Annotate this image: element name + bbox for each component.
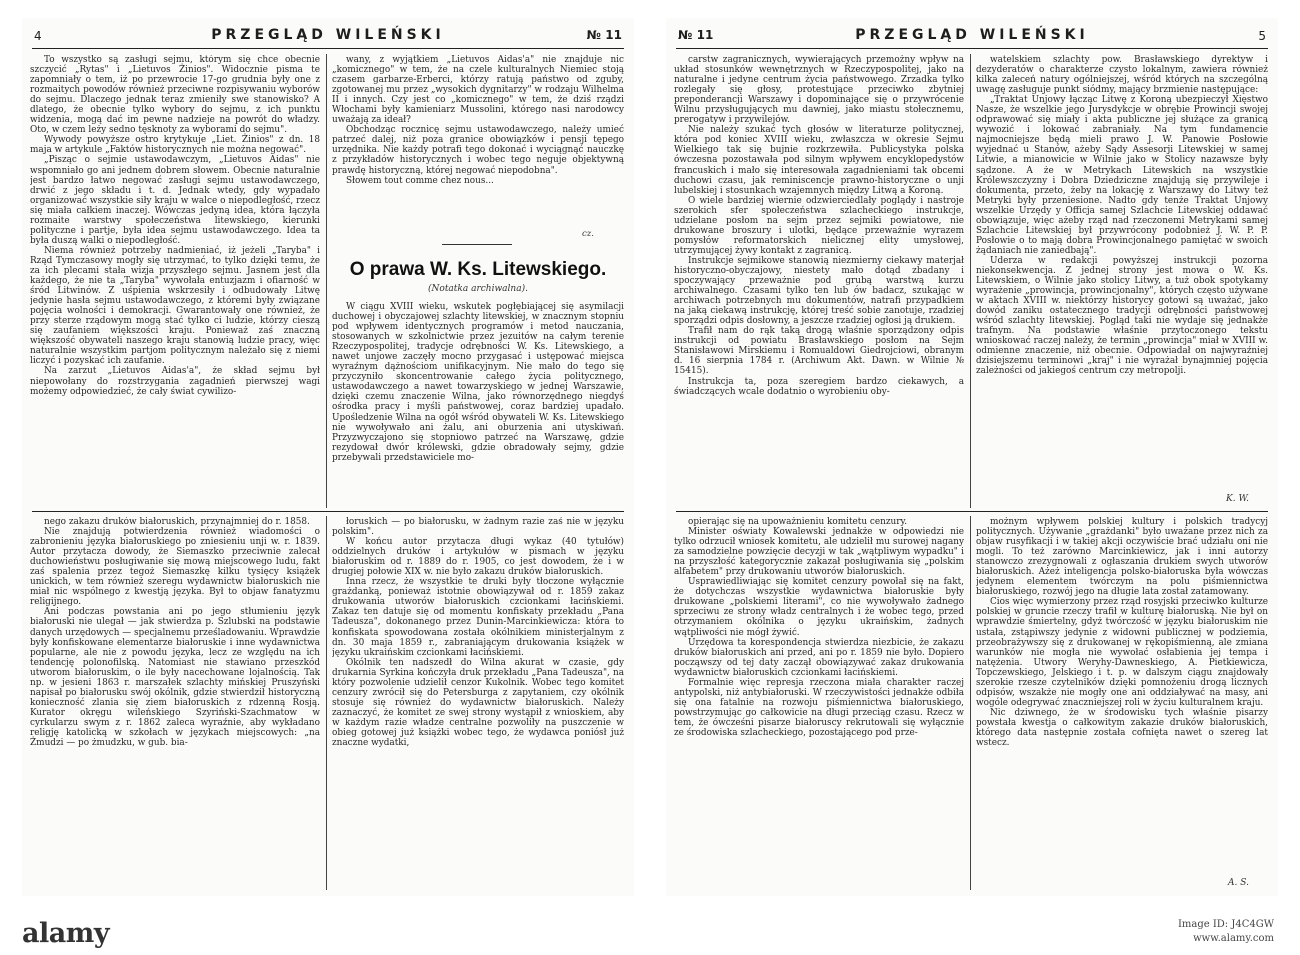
right-issue-number: № 11: [678, 28, 714, 42]
paragraph: Niema również potrzeby nadmieniać, iż jeżeli „Taryba" i Rząd Tymczasowy mogły się utrzymać, to tylko dzięki temu, że za ich plecami stała wizja przyszłego sejmu. Jasnem jest dla każdego, że nie ta „Taryba" wywołała entuzjazm i ofiarność w śród Litwinów. Z uśpienia wskrzesiły i odbudowały Litwę jedynie hasła sejmu ustawodawczego, z któremi były związane pojęcia wolności i demokracji. Gwarantowały one również, że przy sterze rządowym mogą stać tylko ci ludzie, którzy cieszą się zaufaniem większości kraju. Ponieważ zaś znaczną większość obywateli naszego kraju stanowią ludzie pracy, więc naturalnie wszystkim partjom politycznym należało się z niemi liczyć i pozyskać ich zaufanie.: [30, 245, 320, 367]
paragraph: Nie znajdują potwierdzenia również wiadomości o zabronieniu języka białoruskiego po zniesieniu unji w. r. 1839. Autor przytacza dowody, że Siemaszko przeciwnie zalecał duchowieństwu posługiwanie się mową miejscowego ludu, fakt zaś spalenia przez tegoż Siemaszkę kilku tysięcy książek unickich, w tem również szeregu wydawnictw białoruskich nie miał nic wspólnego z kwestją języka. Był to objaw fanatyzmu religijnego.: [30, 527, 320, 608]
left-bottom-column-1: [30, 517, 320, 889]
paragraph: „Pisząc o sejmie ustawodawczym, „Lietuvos Aidas" nie wspomniało go ani jednem dobrem słowem. Obecnie naturalnie jest bardzo łatwo negować zasługi sejmu ustawodawczego, drwić z jego składu i t. d. Jednak wtedy, gdy wypadało organizować wszystkie siły kraju w walce o niepodległość, rzecz się miała całkiem inaczej. Wówczas jedyną idea, która łączyła rozmaite warstwy społeczeństwa litewskiego, kierunki polityczne i partje, była idea sejmu ustawodawczego. Idea ta była duszą walki o niepodległość.: [30, 155, 320, 246]
paragraph: O wiele bardziej wiernie odzwierciedlały poglądy i nastroje szerokich sfer społeczeństwa szlacheckiego instrukcje, udzielane posłom na sejm przez sejmiki powiatowe, nie drukowane broszury i ulotki, będące przeważnie wyrazem pomysłów reformatorskich nielicznej elity umysłowej, utrzymującej żywy kontakt z zagranicą.: [674, 195, 964, 256]
paragraph: Usprawiedliwiając się komitet cenzury powołał się na fakt, że dotychczas wszystkie wydawnictwa białoruskie były drukowane „polskiemi literami", co nie wywoływało żadnego sprzeciwu ze strony władz centralnych i że wobec tego, przed otrzymaniem okólnika o języku ukraińskim, żadnych wątpliwości nie mógł żywić.: [674, 577, 964, 638]
page-gutter: [638, 18, 662, 896]
paragraph: opierając się na upoważnieniu komitetu cenzury.: [688, 517, 908, 527]
paragraph: wany, z wyjątkiem „Lietuvos Aidas'a" nie znajduje nic „komicznego" w tem, że na czele kulturalnych Niemiec stoją czasem garbarze-Erberci, którzy ratują państwo od zguby, zgotowanej mu przez „wysokich dygnitarzy" w rodzaju Wilhelma II i innych. Czy jest co „komicznego" w tem, że dziś rządzi Włochami były kamieniarz Mussolini, którego nasi narodowcy uważają za ideał?: [332, 55, 624, 126]
right-bottom-column-1: [674, 517, 964, 889]
paragraph: Na zarzut „Lietuvos Aidas'a", że skład sejmu był niepowołany do rozstrzygania zagadnień pierwszej wagi możemy odpowiedzieć, że cały świat cywilizo-: [30, 366, 320, 397]
paragraph: Okólnik ten nadszedł do Wilna akurat w czasie, gdy drukarnia Syrkina kończyła druk przekładu „Pana Tadeusza", na który pozwolenie udzielił cenzor Kukolnik. Wobec tego komitet cenzury zwrócił się do Petersburga z zapytaniem, czy okólnik stosuje się również do wydawnictw białoruskich. Należy zaznaczyć, że komitet ze swej strony wystąpił z wnioskiem, aby w każdym razie władze centralne pozwoliły na puszczenie w obieg gotowej już książki wobec tego, że wydawca poniósł już znaczne wydatki,: [332, 657, 624, 749]
right-column-1: [674, 55, 964, 507]
paragraph: łoruskich — po białorusku, w żadnym razie zaś nie w języku polskim".: [332, 517, 624, 538]
watermark-meta: [1178, 918, 1274, 946]
right-column-divider: [970, 54, 971, 508]
paragraph: W ciągu XVIII wieku, wskutek pogłębiającej się asymilacji duchowej i obyczajowej szlachty litewskiej, w znacznym stopniu pod wpływem identycznych programów i metod nauczania, stosowanych w szkolnictwie przez jezuitów na całym terenie Rzeczypospolitej, tradycje odrębności W. Ks. Litewskiego, a nawet unjowe zaczęły mocno przygasać i ustępować miejsca wyraźnym dążnościom unifikacyjnym. Nie mało do tego się przyczyniło skoncentrowanie całego życia politycznego, ustawodawczego a nawet towarzyskiego w jednej Warszawie, dzięki czemu znaczenie Wilna, jako równorzędnego niegdyś ośrodka pracy i myśli państwowej, coraz bardziej upadało. Upośledzenie Wilna na ogół wśród obywateli W. Ks. Litewskiego nie wywoływało ani żalu, ani oburzenia ani utyskiwań. Przyzwyczajono się stopniowo patrzeć na Warszawę, gdzie rezydował dwór królewski, gdzie obradowały sejmy, gdzie przebywali przedstawiciele mo-: [332, 302, 624, 463]
right-header-rule: [676, 48, 1268, 49]
left-section-rule: [32, 511, 624, 512]
paragraph: W końcu autor przytacza długi wykaz (40 tytułów) oddzielnych druków i artykułów w pismach w języku białoruskim od r. 1889 do r. 1905, co jest dowodem, że i w drugiej połowie XIX w. nie było zakazu druków białoruskich.: [332, 537, 624, 578]
paragraph: carstw zagranicznych, wywierających przemożny wpływ na układ stosunków wewnętrznych w Rzeczypospolitej, jako na naturalne i jedyne centrum życia państwowego. Zrzadka tylko rozlegały się głosy, protestujące przeciwko zbytniej preponderancji Warszawy i dopominające się o przywrócenie Wilnu przysługujących mu dawniej, jako miastu stołecznemu, prerogatyw i przywilejów.: [674, 55, 964, 126]
right-journal-title: PRZEGLĄD WILEŃSKI: [855, 27, 1089, 43]
right-bottom-divider: [970, 516, 971, 890]
paragraph: możnym wpływem polskiej kultury i polskich tradycyj politycznych. Używanie „grażdanki" było uważane przez nich za objaw rusyfikacji i w takiej akcji oczywiście brać udziału oni nie mogli. To też zarówno Marcinkiewicz, jak i inni autorzy stanowczo zrezygnowali z ogłaszania drukiem swych utworów białoruskich. Ażeż inteligencja polsko-białoruska była wówczas jedynem elementem twórczym na polu piśmiennictwa białoruskiego, rozwój jego na długie lata został zatamowany.: [976, 517, 1268, 598]
left-bottom-divider: [326, 516, 327, 890]
left-page-header: [32, 26, 624, 48]
image-id-label: Image ID: J4C4GW: [1177, 919, 1274, 930]
bottom-signature: A. S.: [1228, 878, 1249, 888]
paragraph: Nie należy szukać tych głosów w literaturze politycznej, która pod koniec XVIII wieku, zwłaszcza w okresie Sejmu Wielkiego tak się bujnie rozkrzewiła. Publicystyka polska ówczesna pozostawała pod silnym wpływem encyklopedystów francuskich i mało się interesowała zagadnieniami tak obcemi duchowi czasu, jak reminiscencje prawno-historyczne o unji lubelskiej i stosunkach wzajemnych między Litwą a Koroną.: [674, 125, 964, 196]
left-bottom-column-2: [332, 517, 624, 889]
paragraph: Cios więc wymierzony przez rząd rosyjski przeciwko kulturze polskiej w gruncie rzeczy trafił w kulturę białoruską. Nie był on wprawdzie śmiertelny, gdyż twórczość w języku białoruskim nie ustała, zstąpiwszy jedynie z widowni publicznej w podziemia, przeobrażywszy się z drukowanej w rękopiśmienną, ale zmiana warunków nie mogła nie wywołać osłabienia jej tempa i natężenia. Utwory Weryhy-Dawneskiego, A. Pietkiewicza, Topczewskiego, Jelskiego i t. p. w dalszym ciągu znajdowały szerokie rzesze czytelników dzięki pomnożeniu drogą licznych odpisów, wszakże nie mogły one ani oddziaływać na masy, ani wogóle odegrywać znaczniejszej roli w życiu kulturalnem kraju.: [976, 597, 1268, 708]
paragraph: Obchodząc rocznicę sejmu ustawodawczego, należy umieć patrzeć dalej, niż poza granice obowiązków i pensji tępego urzędnika. Nie każdy potrafi tego dokonać i wyciągnąć nauczkę z przykładów historycznych i wobec tego neguje objektywną prawdę historyczną, której negować niepodobna".: [332, 125, 624, 176]
paragraph: Nic dziwnego, że w środowisku tych właśnie pisarzy powstała kwestja o całkowitym zakazie druków białoruskich, którego data następnie została cofnięta nawet o szereg lat wstecz.: [976, 707, 1268, 749]
article-body-left: [332, 302, 624, 507]
left-header-rule: [32, 48, 624, 49]
left-page: [22, 18, 634, 896]
left-signature: cz.: [582, 229, 594, 239]
watermark-url: www.alamy.com: [1193, 933, 1274, 944]
paragraph: Słowem tout comme chez nous...: [346, 175, 494, 186]
paragraph: „Traktat Unjowy łącząc Litwę z Koroną ubezpieczył Xięstwo Nasze, że wszelkie jego Jurysdykcje w obrębie Prowincji swojej odprawować się miały i akta publiczne jej służące za granicą wywozić i lokować zabraniały. Na tym fundamencie najmocniejsze będą mieli prawo J. W. Panowie Posłowie wyjednać u Stanów, ażeby Sądy Assesorji Litewskiej w samej Litwie, a mianowicie w Wilnie jako w Stolicy nazawsze były sądzone. A że w Metrykach Litewskich na wszystkie Królewszczyzny i Dobra Dziedziczne znajdują się przywileje i dokumenta, przeto, żeby na lokację z Warszawy do Litwy też Metryki były przeniesione. Nadto gdy tenże Traktat Unjowy wszelkie Urzędy y Officja samej Szlachcie Litewskiej oddawać obowiązuje, więc ażeby rząd nad rzeczonemi Metrykami samej Szlachcie Litewskiej był przywrócony podobnież J. W. P. P. Posłowie o to mają dobra Prowincjonalnego pamiętać w swoich żądaniach nie zaniedbają".: [976, 95, 1268, 256]
left-issue-number: № 11: [586, 28, 622, 42]
left-column-1: [30, 55, 320, 507]
left-page-number: 4: [34, 29, 42, 43]
right-page: [666, 18, 1278, 896]
left-short-rule: [442, 244, 512, 245]
paragraph: Uderza w redakcji powyższej instrukcji pozorna niekonsekwencja. Z jednej strony jest mowa o W. Ks. Litewskiem, o Wilnie jako stolicy Litwy, a tuż obok spotykamy wyrażenie „prowincja, prowincjonalny", których często używane w aktach XVIII w. niektórzy historycy gotowi są uważać, jako dowód zaniku ostatecznego tradycji odrębności państwowej wśród szlachty litewskiej. Pogląd taki nie wydaje się jednakże trafnym. Na podstawie właśnie przytoczonego tekstu wnioskować raczej należy, że termin „prowincja" miał w XVIII w. odmienne znaczenie, niż obecnie. Odpowiadał on najwyraźniej dzisiejszemu terminowi „kraj" i nie wyrażał bynajmniej pojęcia zależności od jakiegoś centrum czy metropolji.: [976, 255, 1268, 377]
right-page-number: 5: [1258, 29, 1266, 43]
paragraph: watelskiem szlachty pow. Brasławskiego dyrektyw i dezyderatów o charakterze czysto lokalnym, zawiera również kilka zaleceń natury ogólniejszej, wśród których na szczególną uwagę zasługuje punkt siódmy, mający brzmienie następujące:: [976, 55, 1268, 96]
paragraph: Instrukcja ta, poza szeregiem bardzo ciekawych, a świadczących wcale dodatnio o wyrobieniu oby-: [674, 376, 964, 397]
paragraph: Inna rzecz, że wszystkie te druki były tłoczone wyłącznie grażdanką, ponieważ istotnie obowiązywał od r. 1859 zakaz drukowania utworów białoruskich czcionkami łacińskiemi. Zakaz ten datuje się od momentu konfiskaty przekładu „Pana Tadeusza", dokonanego przez Dunin-Marcinkiewicza: która to konfiskata spowodowana została okólnikiem ministerjalnym z dn. 30 maja 1859 r., zabraniającym drukowania książek w języku ukraińskim czcionkami łacińskiemi.: [332, 577, 624, 658]
left-journal-title: PRZEGLĄD WILEŃSKI: [211, 27, 445, 43]
left-column-2-top: [332, 55, 624, 227]
right-column-2: [976, 55, 1268, 491]
left-column-divider: [326, 54, 327, 508]
right-signature: K. W.: [1226, 494, 1249, 504]
paragraph: Trafił nam do rąk taką drogą właśnie sporządzony odpis instrukcji od powiatu Brasławskiego posłom na Sejm Stanisławowi Mirskiemu i Romualdowi Giedrojciowi, obranym d. 16 sierpnia 1784 r. (Archiwum Akt. Dawn. w Wilnie № 15415).: [674, 326, 964, 377]
paragraph: Instrukcje sejmikowe stanowią niezmierny ciekawy materjał historyczno-obyczajowy, niestety mało dotąd zbadany i spoczywający przeważnie pod grubą warstwą kurzu archiwalnego. Czasami tylko ten lub ów badacz, szukając w archiwach potrzebnych mu dokumentów, natrafi przypadkiem na jaką ciekawą instrukcję, której treść sobie zanotuje, rzadziej sporządzi odpis dosłowny, a jeszcze rzadziej ogłosi ją drukiem.: [674, 255, 964, 327]
paragraph: To wszystko są zasługi sejmu, którym się chce obecnie szczycić „Rytas" i „Lietuvos Żinios". Widocznie pisma te zapomniały o tem, iż po przewrocie 17-go grudnia były one z rozmaitych powodów również przeciwne rozpisywaniu wyborów do sejmu. Dlaczego jednak teraz zmieniły swe stanowisko? A dlatego, że obecnie tylko wybory do sejmu, z ich punktu widzenia, mogą dać im pewne nadzieje na powrót do władzy. Oto, w czem leży sedno tęsknoty za wyborami do sejmu".: [30, 55, 320, 136]
paragraph: Ani podczas powstania ani po jego stłumieniu język białoruski nie ulegał — jak stwierdza p. Szlubski na podstawie danych urzędowych — specjalnemu prześladowaniu. Wprawdzie były konfiskowane elementarze białoruskie i inne wydawnictwa popularne, ale nie z powodu języka, lecz ze względu na ich tendencję polonofilską. Natomiast nie stawiano przeszkód utworom białoruskim, o ile były nacechowane lojalnością. Tak np. w jesieni 1863 r. marszałek szlachty mińskiej Pruszyński napisał po białorusku swój okólnik, gdzie stwierdził historyczną konieczność zlania się ziem białoruskich z rdzenną Rosją. Kurator okręgu wileńskiego Szyriński-Szachmatow w cyrkularzu swym z r. 1862 zaleca wyraźnie, aby wykładano religję katolicką w szkołach w językach miejscowych: „na Żmudzi — po żmudzku, w gub. bia-: [30, 607, 320, 749]
paragraph: Wywody powyższe ostro krytykuje „Liet. Żinios" z dn. 18 maja w artykule „Faktów historycznych nie można negować".: [30, 135, 320, 156]
alamy-logo: alamy: [22, 918, 110, 949]
right-bottom-column-2: [976, 517, 1268, 877]
article-subtitle: (Notatka archiwalna).: [428, 284, 528, 294]
paragraph: Minister oświaty Kowalewski jednakże w odpowiedzi nie tylko odrzucił wniosek komitetu, ale udzielił mu surowej nagany za samodzielne powzięcie decyzji w tak „wątpliwym wypadku" i na przyszłość kategorycznie zakazał posługiwania się „polskim alfabetem" przy drukowaniu utworów białoruskich.: [674, 527, 964, 578]
paragraph: nego zakazu druków białoruskich, przynajmniej do r. 1858.: [44, 517, 310, 527]
article-title: O prawa W. Ks. Litewskiego.: [349, 259, 607, 280]
paragraph: Formalnie więc represja rzeczona miała charakter raczej antypolski, niż antybiałoruski. W rzeczywistości jednakże odbiła się ona fatalnie na rozwoju piśmiennictwa białoruskiego, powstrzymując go całkowicie na długi przeciąg czasu. Rzecz w tem, że ówcześni pisarze białoruscy rekrutowali się wyłącznie ze środowiska szlacheckiego, pozostającego pod prze-: [674, 677, 964, 738]
paragraph: Urzędowa ta korespondencja stwierdza niezbicie, że zakazu druków białoruskich ani przed, ani po r. 1859 nie było. Dopiero począwszy od tej daty zaczął obowiązywać zakaz drukowania wydawnictw białoruskich czcionkami łacińskiemi.: [674, 637, 964, 678]
right-page-header: [676, 26, 1268, 48]
right-section-rule: [676, 511, 1268, 512]
